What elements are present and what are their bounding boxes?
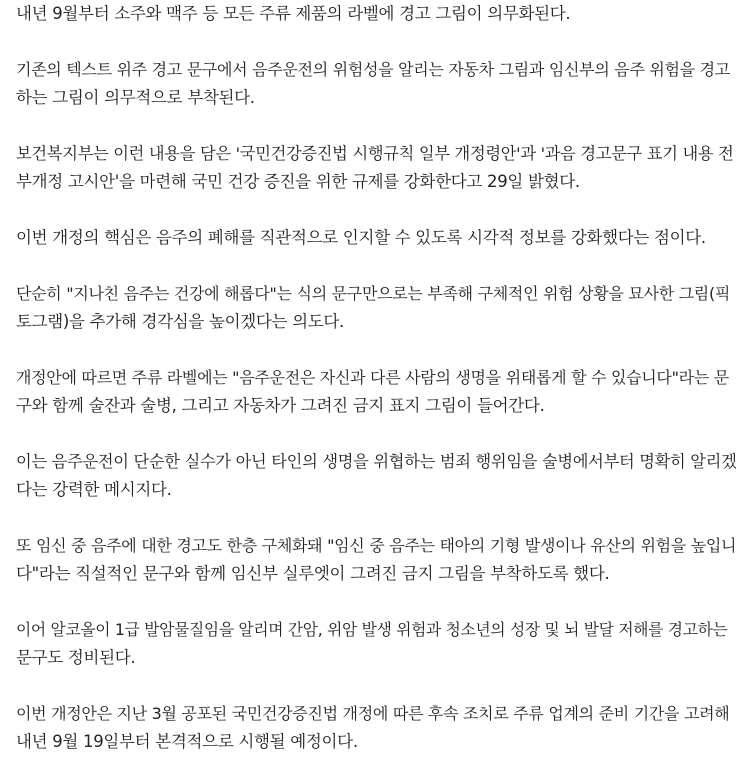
paragraph-4 — [16, 224, 738, 252]
paragraph-7 — [16, 448, 738, 504]
paragraph-line: 이어 알코올이 1급 발암물질임을 알리며 간암, 위암 발생 위험과 청소년의 성장 및 뇌 발달 저해를 경고하는 — [16, 620, 728, 639]
article-body — [16, 0, 738, 784]
paragraph-line: 다는 강력한 메시지다. — [16, 480, 172, 499]
paragraph-8 — [16, 532, 738, 588]
paragraph-line: 이번 개정의 핵심은 음주의 폐해를 직관적으로 인지할 수 있도록 시각적 정보를 강화했다는 점이다. — [16, 228, 706, 247]
paragraph-line: 단순히 "지나친 음주는 건강에 해롭다"는 식의 문구만으로는 부족해 구체적인 위험 상황을 묘사한 그림(픽 — [16, 284, 731, 303]
paragraph-line: 개정안에 따르면 주류 라벨에는 "음주운전은 자신과 다른 사람의 생명을 위태롭게 할 수 있습니다"라는 문 — [16, 368, 729, 387]
paragraph-line: 부개정 고시안'을 마련해 국민 건강 증진을 위한 규제를 강화한다고 29일 밝혔다. — [16, 172, 580, 191]
paragraph-line: 토그램)을 추가해 경각심을 높이겠다는 의도다. — [16, 312, 345, 331]
paragraph-2 — [16, 56, 738, 112]
paragraph-10 — [16, 700, 738, 756]
paragraph-line: 이번 개정안은 지난 3월 공포된 국민건강증진법 개정에 따른 후속 조치로 주류 업계의 준비 기간을 고려해 — [16, 704, 730, 723]
paragraph-5 — [16, 280, 738, 336]
paragraph-line: 이는 음주운전이 단순한 실수가 아닌 타인의 생명을 위협하는 범죄 행위임을 술병에서부터 명확히 알리겠 — [16, 452, 737, 471]
paragraph-line: 내년 9월 19일부터 본격적으로 시행될 예정이다. — [16, 732, 358, 751]
paragraph-line: 하는 그림이 의무적으로 부착된다. — [16, 88, 255, 107]
paragraph-line: 기존의 텍스트 위주 경고 문구에서 음주운전의 위험성을 알리는 자동차 그림과 임신부의 음주 위험을 경고 — [16, 60, 730, 79]
paragraph-line: 또 임신 중 음주에 대한 경고도 한층 구체화돼 "임신 중 음주는 태아의 기형 발생이나 유산의 위험을 높입니 — [16, 536, 737, 555]
paragraph-line: 문구도 정비된다. — [16, 648, 136, 667]
paragraph-line: 다"라는 직설적인 문구와 함께 임신부 실루엣이 그려진 금지 그림을 부착하도록 했다. — [16, 564, 610, 583]
paragraph-line: 보건복지부는 이런 내용을 담은 '국민건강증진법 시행규칙 일부 개정령안'과 '과음 경고문구 표기 내용 전 — [16, 144, 734, 163]
paragraph-3 — [16, 140, 738, 196]
paragraph-6 — [16, 364, 738, 420]
paragraph-9 — [16, 616, 738, 672]
paragraph-1 — [16, 0, 738, 28]
paragraph-line: 구와 함께 술잔과 술병, 그리고 자동차가 그려진 금지 표지 그림이 들어간다. — [16, 396, 545, 415]
paragraph-line: 내년 9월부터 소주와 맥주 등 모든 주류 제품의 라벨에 경고 그림이 의무화된다. — [16, 4, 571, 23]
